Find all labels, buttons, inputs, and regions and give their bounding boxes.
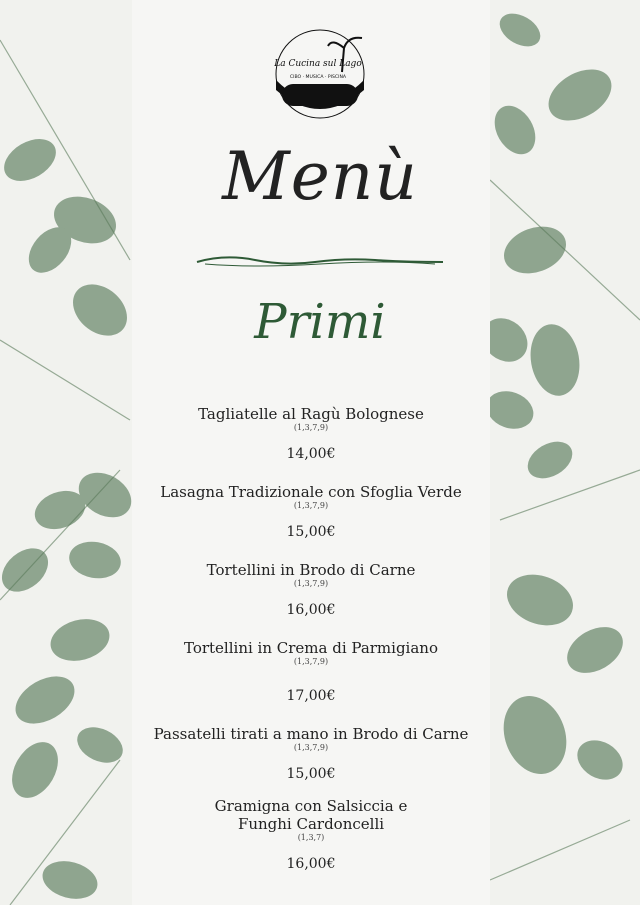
section-title: Primi bbox=[254, 294, 386, 350]
dish-name: Tortellini in Brodo di Carne bbox=[206, 561, 416, 579]
dish-allergens: (1,3,7) bbox=[297, 833, 325, 842]
dish-list bbox=[132, 405, 490, 873]
dish-item bbox=[132, 405, 490, 483]
dish-name: Lasagna Tradizionale con Sfoglia Verde bbox=[160, 483, 462, 501]
dish-item bbox=[132, 483, 490, 561]
dish-price: 17,00€ bbox=[286, 688, 336, 704]
dish-allergens: (1,3,7,9) bbox=[293, 423, 329, 432]
dish-name: Gramigna con Salsiccia e Funghi Cardoncelli bbox=[214, 797, 408, 833]
dish-name: Passatelli tirati a mano in Brodo di Carne bbox=[153, 725, 469, 743]
divider-wave-icon bbox=[195, 250, 445, 272]
dish-item bbox=[132, 561, 490, 639]
foliage-left-decoration bbox=[0, 0, 132, 905]
dish-price: 15,00€ bbox=[286, 524, 336, 540]
dish-price: 16,00€ bbox=[286, 856, 336, 872]
dish-price: 16,00€ bbox=[286, 602, 336, 618]
foliage-right-decoration bbox=[490, 0, 640, 905]
menu-title: Menù bbox=[222, 138, 418, 215]
brand-logo bbox=[272, 28, 368, 120]
dish-allergens: (1,3,7,9) bbox=[293, 743, 329, 752]
dish-price: 15,00€ bbox=[286, 766, 336, 782]
dish-item bbox=[132, 797, 490, 873]
dish-allergens: (1,3,7,9) bbox=[293, 579, 329, 588]
dish-allergens: (1,3,7,9) bbox=[293, 657, 329, 666]
dish-item bbox=[132, 639, 490, 725]
dish-name: Tagliatelle al Ragù Bolognese bbox=[198, 405, 424, 423]
dish-allergens: (1,3,7,9) bbox=[293, 501, 329, 510]
dish-item bbox=[132, 725, 490, 797]
brand-tagline: CIBO · MUSICA · PISCINA bbox=[289, 75, 347, 80]
dish-name: Tortellini in Crema di Parmigiano bbox=[183, 639, 438, 657]
dish-price: 14,00€ bbox=[286, 446, 336, 462]
brand-name: La Cucina sul Lago bbox=[274, 59, 362, 69]
